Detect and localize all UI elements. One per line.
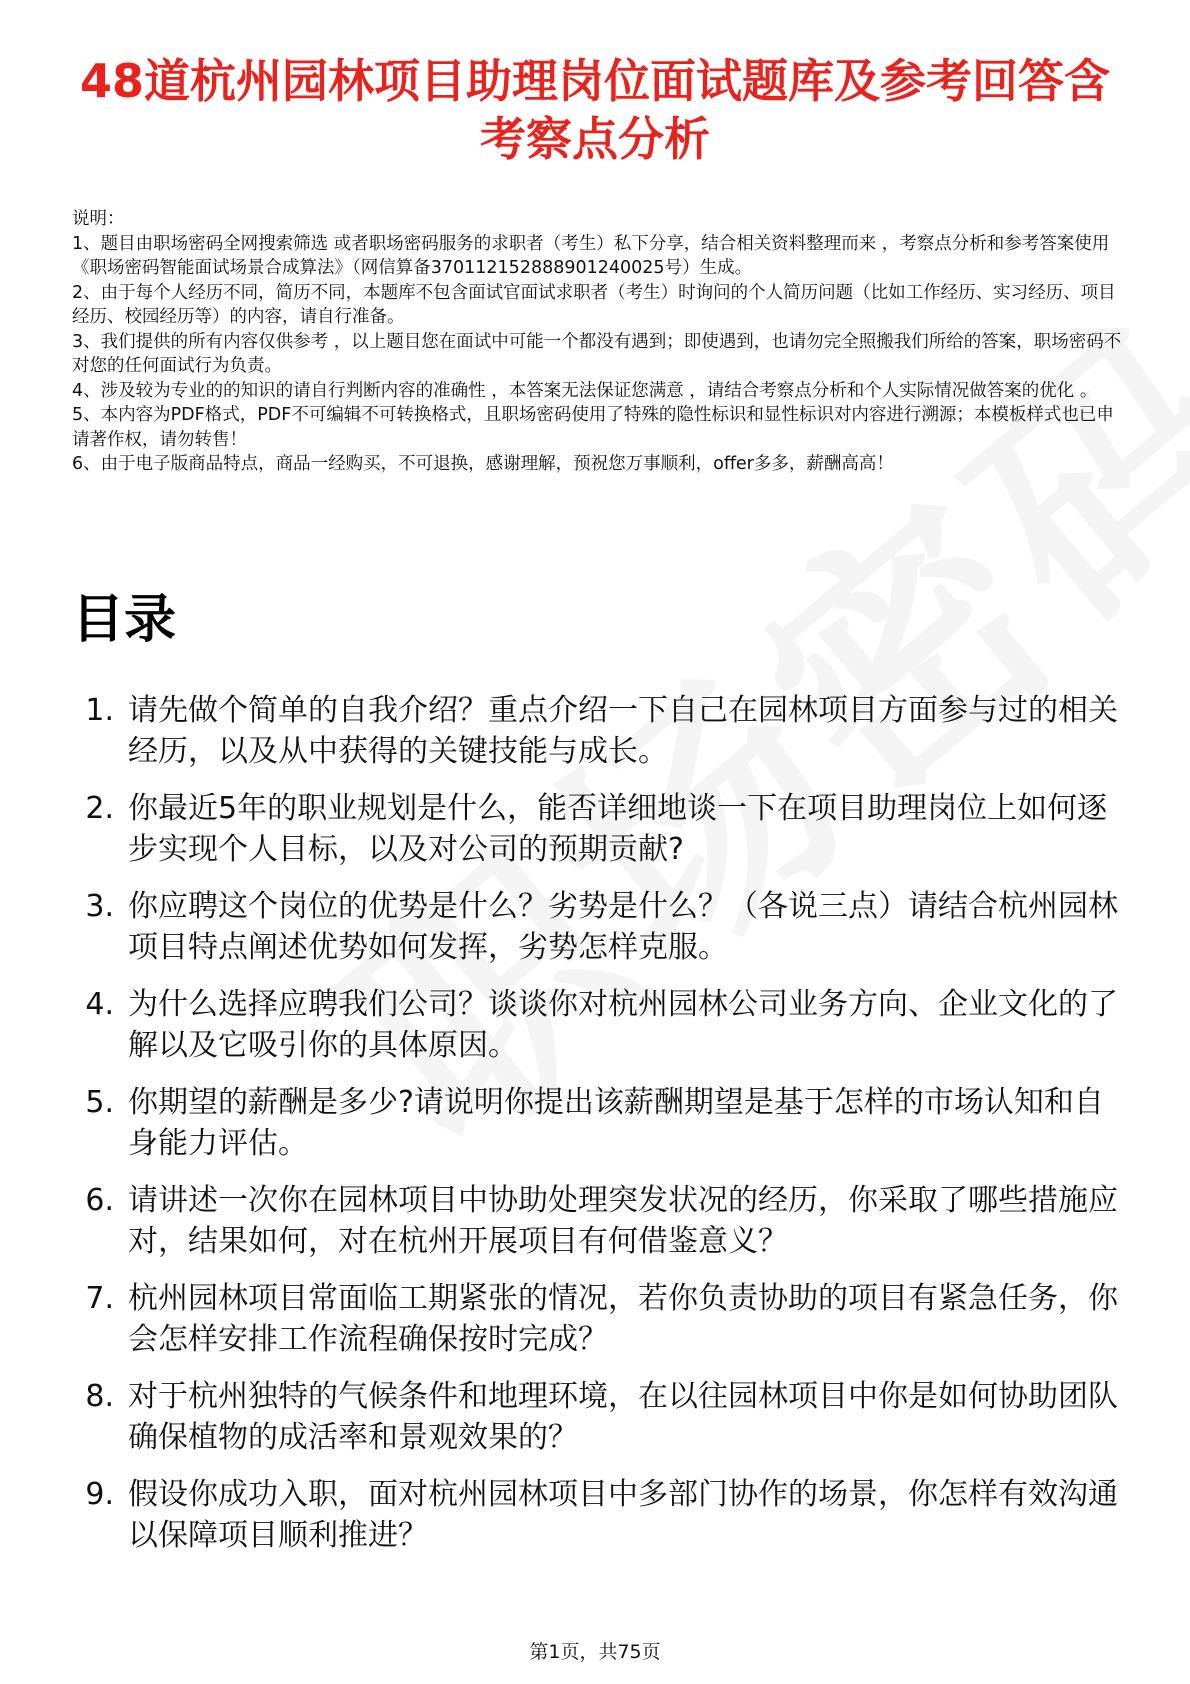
- toc-item-text: 请讲述一次你在园林项目中协助处理突发状况的经历，你采取了哪些措施应对，结果如何，对在杭州开展项目有何借鉴意义？: [128, 1183, 1118, 1259]
- toc-item-number: 1.: [85, 693, 114, 728]
- toc-item-number: 4.: [85, 987, 114, 1022]
- toc-item[interactable]: [72, 1180, 1132, 1262]
- toc-item-number: 5.: [85, 1085, 114, 1120]
- toc-item[interactable]: [72, 984, 1132, 1066]
- note-item: 1、题目由职场密码全网搜索筛选 或者职场密码服务的求职者（考生）私下分享，结合相关资料整理而来 ，考察点分析和参考答案使用《职场密码智能面试场景合成算法》（网信算备370112152888901240025号）生成。: [72, 233, 1110, 278]
- toc-item[interactable]: [72, 1376, 1132, 1458]
- note-item: 3、我们提供的所有内容仅供参考 ，以上题目您在面试中可能一个都没有遇到；即使遇到，也请勿完全照搬我们所给的答案，职场密码不对您的任何面试行为负责。: [72, 331, 1122, 376]
- toc-item-text: 你应聘这个岗位的优势是什么？劣势是什么？（各说三点）请结合杭州园林项目特点阐述优势如何发挥，劣势怎样克服。: [128, 889, 1118, 965]
- toc-item-number: 3.: [85, 889, 114, 924]
- toc-heading: 目录: [72, 590, 177, 650]
- note-item: 4、涉及较为专业的的知识的请自行判断内容的准确性 ，本答案无法保证您满意 ，请结合考察点分析和个人实际情况做答案的优化 。: [72, 380, 1098, 401]
- toc-item-text: 杭州园林项目常面临工期紧张的情况，若你负责协助的项目有紧急任务，你会怎样安排工作流程确保按时完成？: [128, 1281, 1118, 1357]
- toc-item-number: 9.: [85, 1477, 114, 1512]
- toc-item-number: 6.: [85, 1183, 114, 1218]
- toc-item-text: 假设你成功入职，面对杭州园林项目中多部门协作的场景，你怎样有效沟通以保障项目顺利推进？: [128, 1477, 1118, 1553]
- toc-item[interactable]: [72, 690, 1132, 772]
- toc-item-text: 为什么选择应聘我们公司？谈谈你对杭州园林公司业务方向、企业文化的了解以及它吸引你的具体原因。: [128, 987, 1118, 1063]
- toc-item-text: 请先做个简单的自我介绍？重点介绍一下自己在园林项目方面参与过的相关经历，以及从中获得的关键技能与成长。: [128, 693, 1118, 769]
- toc-item-text: 你最近5年的职业规划是什么，能否详细地谈一下在项目助理岗位上如何逐步实现个人目标，以及对公司的预期贡献?: [128, 791, 1108, 867]
- note-item: 2、由于每个人经历不同，简历不同，本题库不包含面试官面试求职者（考生）时询问的个人简历问题（比如工作经历、实习经历、项目经历、校园经历等）的内容，请自行准备。: [72, 282, 1116, 327]
- toc-item[interactable]: [72, 1082, 1132, 1164]
- toc-item[interactable]: [72, 1474, 1132, 1556]
- toc-item-number: 8.: [85, 1379, 114, 1414]
- notes-section: [72, 207, 1122, 477]
- toc-item[interactable]: [72, 788, 1132, 870]
- toc-item-number: 2.: [85, 791, 114, 826]
- toc-item-text: 对于杭州独特的气候条件和地理环境，在以往园林项目中你是如何协助团队确保植物的成活率和景观效果的？: [128, 1379, 1118, 1455]
- document-title: 48道杭州园林项目助理岗位面试题库及参考回答含考察点分析: [79, 54, 1110, 166]
- toc-item-text: 你期望的薪酬是多少?请说明你提出该薪酬期望是基于怎样的市场认知和自身能力评估。: [128, 1085, 1104, 1161]
- toc-list: [72, 690, 1132, 1572]
- toc-item[interactable]: [72, 886, 1132, 968]
- notes-heading: 说明：: [72, 209, 125, 229]
- toc-item-number: 7.: [85, 1281, 114, 1316]
- page-footer: 第1页，共75页: [529, 1641, 661, 1663]
- note-item: 5、本内容为PDF格式，PDF不可编辑不可转换格式，且职场密码使用了特殊的隐性标识和显性标识对内容进行溯源；本模板样式也已申请著作权，请勿转售！: [72, 405, 1114, 450]
- toc-item[interactable]: [72, 1278, 1132, 1360]
- note-item: 6、由于电子版商品特点，商品一经购买，不可退换，感谢理解，预祝您万事顺利，offer多多，薪酬高高！: [72, 454, 894, 474]
